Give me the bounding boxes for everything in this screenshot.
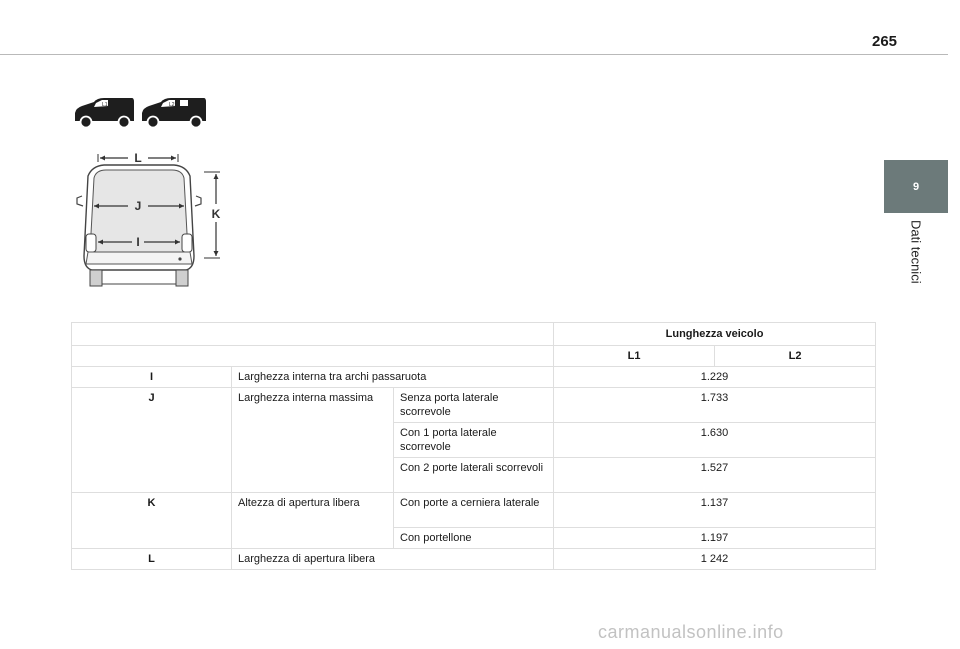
- header-l2: L2: [715, 346, 876, 367]
- table-row: [72, 367, 876, 388]
- dimension-l: [98, 151, 178, 165]
- table-subheader-row: [72, 346, 876, 367]
- row-value: 1.137: [554, 493, 876, 528]
- header-divider: [0, 54, 948, 55]
- subheader-empty-cell: [72, 346, 554, 367]
- van-variant-icons: [72, 96, 207, 130]
- row-code: I: [72, 367, 232, 388]
- dimension-k: [204, 172, 221, 258]
- row-code: K: [72, 493, 232, 549]
- row-value: 1.630: [554, 423, 876, 458]
- dimensions-table: [71, 322, 876, 570]
- row-description: Altezza di apertura libera: [232, 493, 394, 549]
- table-header-row: [72, 323, 876, 346]
- row-description: Larghezza interna massima: [232, 388, 394, 493]
- table-row: [72, 549, 876, 570]
- header-vehicle-length: Lunghezza veicolo: [554, 323, 876, 346]
- row-code: L: [72, 549, 232, 570]
- chapter-number: 9: [912, 180, 920, 193]
- row-variant: Con 1 porta laterale scorrevole: [394, 423, 554, 458]
- row-variant: Senza porta laterale scorrevole: [394, 388, 554, 423]
- row-description: Larghezza interna tra archi passaruota: [232, 367, 554, 388]
- page-number: 265: [872, 33, 898, 50]
- svg-text:L2: L2: [169, 102, 175, 108]
- label-k: K: [211, 207, 221, 221]
- chapter-tab[interactable]: [884, 160, 948, 213]
- svg-text:L1: L1: [102, 102, 108, 108]
- row-value: 1.229: [554, 367, 876, 388]
- row-value: 1 242: [554, 549, 876, 570]
- table-row: [72, 493, 876, 528]
- row-description: Larghezza di apertura libera: [232, 549, 554, 570]
- row-value: 1.527: [554, 458, 876, 493]
- row-variant: Con porte a cerniera laterale: [394, 493, 554, 528]
- row-value: 1.733: [554, 388, 876, 423]
- van-rear-dimension-diagram: [70, 148, 235, 290]
- row-variant: Con 2 porte laterali scorrevoli: [394, 458, 554, 493]
- header-l1: L1: [554, 346, 715, 367]
- row-code: J: [72, 388, 232, 493]
- van-short-icon: [75, 98, 134, 128]
- van-long-icon: [142, 98, 206, 128]
- row-variant: Con portellone: [394, 528, 554, 549]
- table-row: [72, 388, 876, 423]
- chapter-title: Dati tecnici: [908, 220, 924, 284]
- row-value: 1.197: [554, 528, 876, 549]
- label-l: L: [134, 151, 142, 165]
- label-j: J: [134, 199, 142, 213]
- watermark: carmanualsonline.info: [598, 622, 784, 642]
- label-i: I: [136, 235, 140, 249]
- header-empty-cell: [72, 323, 554, 346]
